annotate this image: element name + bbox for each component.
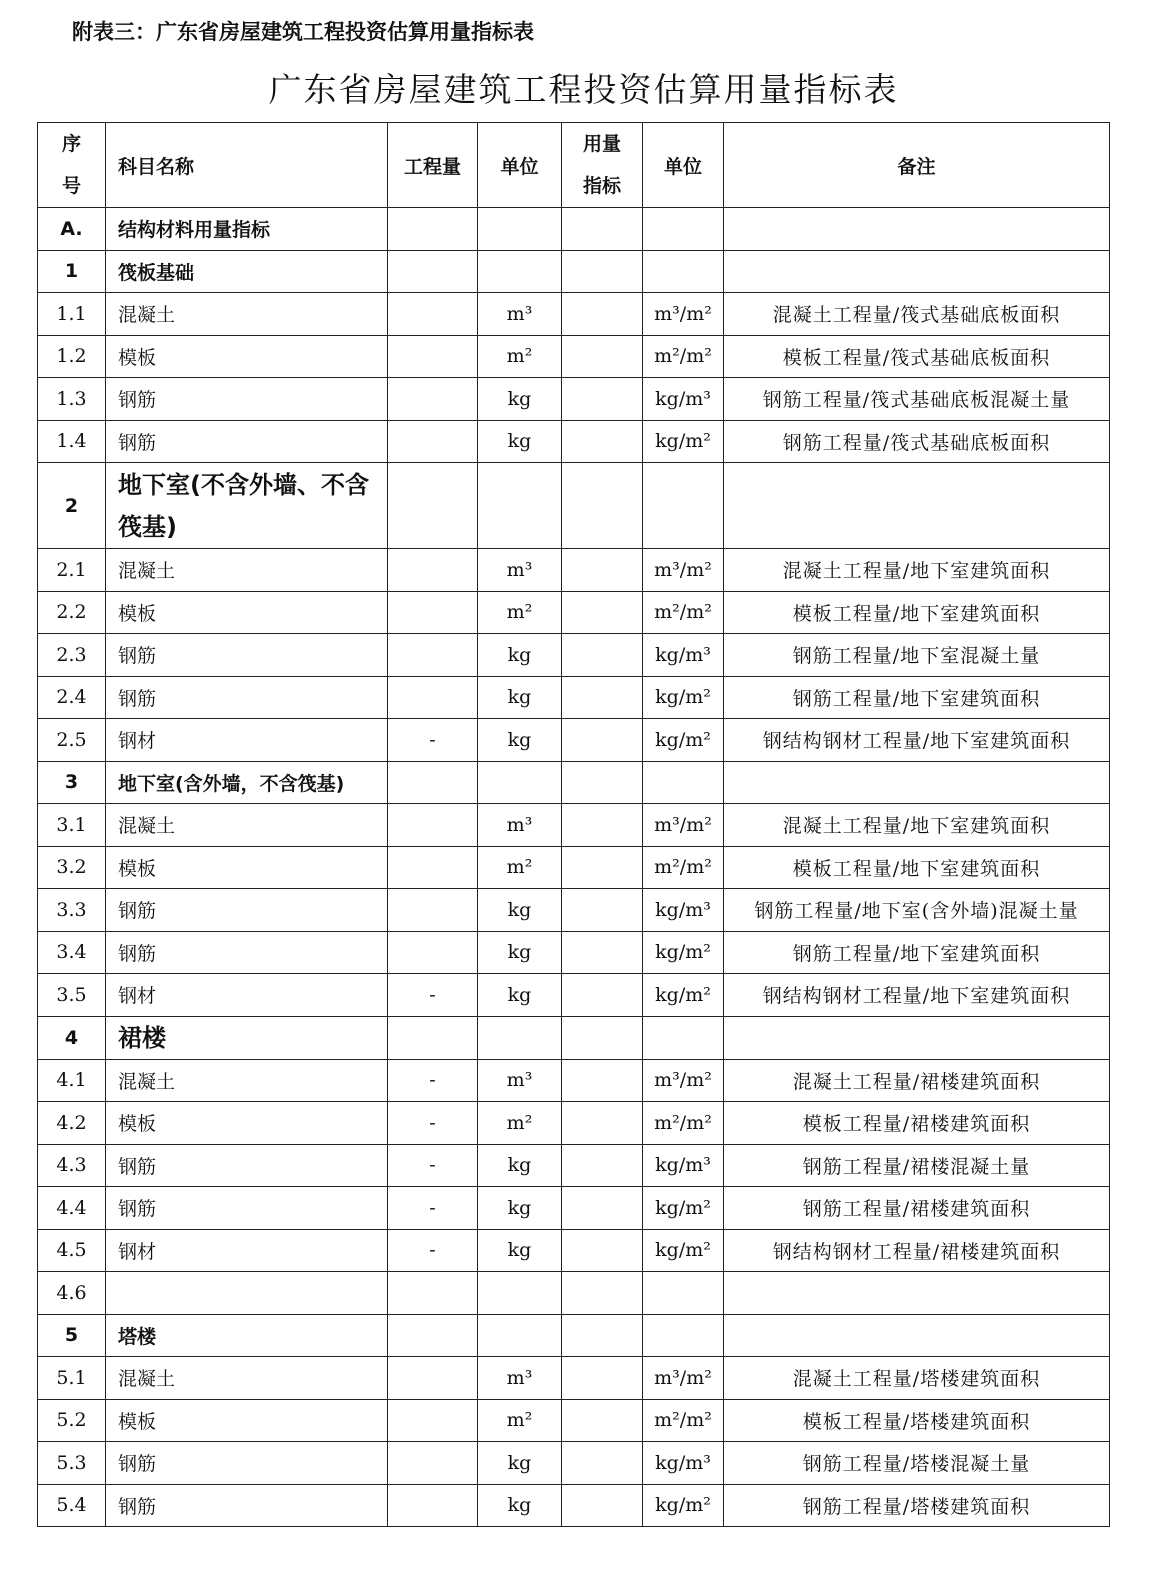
row-index-unit: [643, 208, 724, 251]
row-unit: [478, 1314, 562, 1357]
row-index-unit: kg/m²: [643, 931, 724, 974]
row-index: [562, 1399, 643, 1442]
row-index-unit: [643, 1314, 724, 1357]
row-qty: [388, 335, 478, 378]
table-row: [38, 846, 1110, 889]
row-note: 钢筋工程量/裙楼混凝土量: [724, 1144, 1110, 1187]
row-qty: [388, 804, 478, 847]
row-index-unit: m³/m²: [643, 804, 724, 847]
row-qty: [388, 1357, 478, 1400]
row-name: 筏板基础: [106, 250, 388, 293]
row-no: 1.1: [38, 293, 106, 336]
row-note: [724, 208, 1110, 251]
row-no: 3.3: [38, 889, 106, 932]
row-name: 结构材料用量指标: [106, 208, 388, 251]
table-row: [38, 931, 1110, 974]
table-row: [38, 1187, 1110, 1230]
table-row: [38, 761, 1110, 804]
row-name: 钢筋: [106, 676, 388, 719]
row-note: [724, 250, 1110, 293]
table-row: [38, 1102, 1110, 1145]
row-unit: m³: [478, 549, 562, 592]
row-no: 5.4: [38, 1484, 106, 1527]
row-note: 模板工程量/地下室建筑面积: [724, 591, 1110, 634]
row-name: 模板: [106, 1399, 388, 1442]
row-qty: -: [388, 1229, 478, 1272]
table-row: [38, 974, 1110, 1017]
row-index-unit: kg/m²: [643, 676, 724, 719]
row-qty: -: [388, 1187, 478, 1230]
table-row: [38, 1399, 1110, 1442]
row-index: [562, 378, 643, 421]
row-name: 钢筋: [106, 378, 388, 421]
row-name: [106, 1272, 388, 1315]
row-note: 钢结构钢材工程量/地下室建筑面积: [724, 974, 1110, 1017]
row-index: [562, 804, 643, 847]
row-unit: m³: [478, 1059, 562, 1102]
row-index-unit: kg/m³: [643, 889, 724, 932]
table-row: [38, 1442, 1110, 1485]
row-index-unit: kg/m²: [643, 974, 724, 1017]
row-note: [724, 1272, 1110, 1315]
row-index: [562, 1272, 643, 1315]
table-row: [38, 1144, 1110, 1187]
row-index: [562, 208, 643, 251]
row-no: 1: [38, 250, 106, 293]
row-name: 裙楼: [106, 1016, 388, 1059]
table-row: [38, 804, 1110, 847]
row-unit: [478, 1272, 562, 1315]
row-index-unit: kg/m³: [643, 634, 724, 677]
row-unit: m²: [478, 1399, 562, 1442]
row-name: 混凝土: [106, 1357, 388, 1400]
row-qty: [388, 208, 478, 251]
row-index: [562, 1016, 643, 1059]
row-no: 2.3: [38, 634, 106, 677]
row-index: [562, 974, 643, 1017]
header-note: 备注: [724, 123, 1110, 208]
row-index-unit: [643, 463, 724, 549]
row-name: 模板: [106, 1102, 388, 1145]
row-unit: [478, 208, 562, 251]
row-name: 钢筋: [106, 1144, 388, 1187]
header-index: 用量指标: [562, 123, 643, 208]
row-unit: m²: [478, 846, 562, 889]
row-index-unit: m²/m²: [643, 1399, 724, 1442]
row-unit: [478, 1016, 562, 1059]
row-unit: [478, 761, 562, 804]
row-qty: [388, 931, 478, 974]
row-index: [562, 293, 643, 336]
row-note: 钢筋工程量/地下室混凝土量: [724, 634, 1110, 677]
row-qty: -: [388, 1144, 478, 1187]
row-index: [562, 549, 643, 592]
table-row: [38, 250, 1110, 293]
row-qty: -: [388, 1102, 478, 1145]
row-name: 混凝土: [106, 804, 388, 847]
table-row: [38, 1272, 1110, 1315]
row-no: 1.3: [38, 378, 106, 421]
table-row: [38, 591, 1110, 634]
row-no: 3.1: [38, 804, 106, 847]
row-no: 5: [38, 1314, 106, 1357]
row-index-unit: [643, 761, 724, 804]
table-row: [38, 463, 1110, 549]
row-name: 塔楼: [106, 1314, 388, 1357]
row-name: 地下室(含外墙，不含筏基): [106, 761, 388, 804]
table-row: [38, 549, 1110, 592]
row-index-unit: m³/m²: [643, 549, 724, 592]
row-no: 4.6: [38, 1272, 106, 1315]
row-index: [562, 889, 643, 932]
row-index: [562, 463, 643, 549]
row-note: 钢筋工程量/塔楼混凝土量: [724, 1442, 1110, 1485]
table-row: [38, 719, 1110, 762]
row-qty: [388, 846, 478, 889]
row-note: 混凝土工程量/裙楼建筑面积: [724, 1059, 1110, 1102]
row-index: [562, 1229, 643, 1272]
table-row: [38, 1016, 1110, 1059]
row-index: [562, 1484, 643, 1527]
row-unit: kg: [478, 889, 562, 932]
row-unit: m³: [478, 1357, 562, 1400]
page-title: 广东省房屋建筑工程投资估算用量指标表: [268, 70, 899, 109]
table-row: [38, 420, 1110, 463]
row-note: 钢筋工程量/筏式基础底板面积: [724, 420, 1110, 463]
row-qty: [388, 591, 478, 634]
row-index: [562, 250, 643, 293]
table-row: [38, 1484, 1110, 1527]
row-index-unit: m³/m²: [643, 1357, 724, 1400]
row-no: 3.5: [38, 974, 106, 1017]
row-qty: [388, 761, 478, 804]
row-unit: kg: [478, 1144, 562, 1187]
row-no: 4.1: [38, 1059, 106, 1102]
row-qty: [388, 463, 478, 549]
header-qty: 工程量: [388, 123, 478, 208]
row-note: 混凝土工程量/地下室建筑面积: [724, 549, 1110, 592]
row-index-unit: m³/m²: [643, 1059, 724, 1102]
row-note: 钢筋工程量/塔楼建筑面积: [724, 1484, 1110, 1527]
row-qty: [388, 1399, 478, 1442]
row-note: 混凝土工程量/塔楼建筑面积: [724, 1357, 1110, 1400]
row-index: [562, 1102, 643, 1145]
row-index-unit: kg/m²: [643, 420, 724, 463]
table-row: [38, 335, 1110, 378]
row-unit: kg: [478, 1187, 562, 1230]
row-unit: kg: [478, 931, 562, 974]
row-note: 钢结构钢材工程量/地下室建筑面积: [724, 719, 1110, 762]
row-index-unit: kg/m²: [643, 1229, 724, 1272]
table-row: [38, 293, 1110, 336]
row-index-unit: kg/m³: [643, 1442, 724, 1485]
row-note: [724, 761, 1110, 804]
row-index-unit: m²/m²: [643, 591, 724, 634]
table-row: [38, 634, 1110, 677]
table-row: [38, 1059, 1110, 1102]
row-index-unit: m²/m²: [643, 335, 724, 378]
row-no: 2.4: [38, 676, 106, 719]
row-no: 1.4: [38, 420, 106, 463]
row-index-unit: [643, 1016, 724, 1059]
row-unit: kg: [478, 1229, 562, 1272]
row-note: [724, 463, 1110, 549]
header-no: 序号: [38, 123, 106, 208]
row-qty: [388, 420, 478, 463]
quantity-index-table: [37, 122, 1110, 1527]
row-unit: m²: [478, 335, 562, 378]
row-qty: [388, 1442, 478, 1485]
row-no: 2: [38, 463, 106, 549]
row-name: 模板: [106, 591, 388, 634]
row-no: 5.3: [38, 1442, 106, 1485]
row-index: [562, 719, 643, 762]
row-name: 钢筋: [106, 420, 388, 463]
row-note: 模板工程量/塔楼建筑面积: [724, 1399, 1110, 1442]
row-note: 模板工程量/地下室建筑面积: [724, 846, 1110, 889]
table-row: [38, 1357, 1110, 1400]
row-qty: [388, 1484, 478, 1527]
row-index: [562, 591, 643, 634]
row-note: 模板工程量/筏式基础底板面积: [724, 335, 1110, 378]
row-index-unit: kg/m²: [643, 1484, 724, 1527]
row-name: 地下室(不含外墙、不含筏基): [106, 463, 388, 549]
row-no: 5.1: [38, 1357, 106, 1400]
row-index-unit: m³/m²: [643, 293, 724, 336]
row-index: [562, 1144, 643, 1187]
row-unit: kg: [478, 719, 562, 762]
row-name: 混凝土: [106, 1059, 388, 1102]
row-index-unit: kg/m²: [643, 1187, 724, 1230]
appendix-label: 附表三：广东省房屋建筑工程投资估算用量指标表: [72, 20, 534, 44]
row-index: [562, 335, 643, 378]
row-unit: kg: [478, 974, 562, 1017]
row-note: 钢筋工程量/地下室(含外墙)混凝土量: [724, 889, 1110, 932]
row-no: 4.3: [38, 1144, 106, 1187]
row-no: 5.2: [38, 1399, 106, 1442]
row-note: 钢筋工程量/筏式基础底板混凝土量: [724, 378, 1110, 421]
header-unit: 单位: [478, 123, 562, 208]
row-name: 混凝土: [106, 293, 388, 336]
row-index: [562, 676, 643, 719]
row-unit: kg: [478, 676, 562, 719]
row-no: 2.1: [38, 549, 106, 592]
row-name: 模板: [106, 335, 388, 378]
table-row: [38, 676, 1110, 719]
header-name: 科目名称: [106, 123, 388, 208]
row-unit: m³: [478, 804, 562, 847]
row-index: [562, 1357, 643, 1400]
row-index: [562, 1442, 643, 1485]
row-qty: [388, 549, 478, 592]
row-qty: [388, 378, 478, 421]
row-index: [562, 1187, 643, 1230]
table-row: [38, 1229, 1110, 1272]
row-name: 钢筋: [106, 889, 388, 932]
row-name: 钢筋: [106, 931, 388, 974]
row-index: [562, 1314, 643, 1357]
row-no: 2.2: [38, 591, 106, 634]
row-name: 钢筋: [106, 1187, 388, 1230]
row-unit: m²: [478, 591, 562, 634]
table-row: [38, 1314, 1110, 1357]
row-note: 钢筋工程量/地下室建筑面积: [724, 676, 1110, 719]
row-index-unit: [643, 1272, 724, 1315]
row-index: [562, 931, 643, 974]
row-index-unit: [643, 250, 724, 293]
row-no: 4.4: [38, 1187, 106, 1230]
table-row: [38, 208, 1110, 251]
row-note: 模板工程量/裙楼建筑面积: [724, 1102, 1110, 1145]
row-unit: [478, 463, 562, 549]
row-qty: -: [388, 719, 478, 762]
row-unit: kg: [478, 634, 562, 677]
row-unit: kg: [478, 378, 562, 421]
row-no: 3.4: [38, 931, 106, 974]
row-name: 钢筋: [106, 1484, 388, 1527]
row-no: A.: [38, 208, 106, 251]
row-no: 3: [38, 761, 106, 804]
row-qty: [388, 889, 478, 932]
row-qty: -: [388, 974, 478, 1017]
row-index: [562, 846, 643, 889]
row-qty: [388, 293, 478, 336]
row-no: 3.2: [38, 846, 106, 889]
row-qty: [388, 1314, 478, 1357]
row-name: 钢筋: [106, 634, 388, 677]
row-index: [562, 634, 643, 677]
row-no: 2.5: [38, 719, 106, 762]
row-unit: kg: [478, 1442, 562, 1485]
row-qty: [388, 634, 478, 677]
row-no: 4.5: [38, 1229, 106, 1272]
row-no: 4.2: [38, 1102, 106, 1145]
row-unit: m²: [478, 1102, 562, 1145]
row-index: [562, 420, 643, 463]
row-name: 钢材: [106, 1229, 388, 1272]
row-note: [724, 1016, 1110, 1059]
row-index-unit: m²/m²: [643, 1102, 724, 1145]
row-unit: [478, 250, 562, 293]
row-index-unit: kg/m³: [643, 378, 724, 421]
table-header-row: [38, 123, 1110, 208]
row-name: 钢材: [106, 974, 388, 1017]
row-index-unit: kg/m²: [643, 719, 724, 762]
row-unit: kg: [478, 420, 562, 463]
row-index-unit: m²/m²: [643, 846, 724, 889]
row-qty: [388, 250, 478, 293]
header-index-unit: 单位: [643, 123, 724, 208]
row-no: 1.2: [38, 335, 106, 378]
row-index-unit: kg/m³: [643, 1144, 724, 1187]
row-index: [562, 761, 643, 804]
row-name: 混凝土: [106, 549, 388, 592]
table-row: [38, 889, 1110, 932]
row-index: [562, 1059, 643, 1102]
row-qty: [388, 676, 478, 719]
row-note: 钢结构钢材工程量/裙楼建筑面积: [724, 1229, 1110, 1272]
row-name: 钢材: [106, 719, 388, 762]
row-note: 混凝土工程量/地下室建筑面积: [724, 804, 1110, 847]
table-row: [38, 378, 1110, 421]
row-qty: [388, 1272, 478, 1315]
row-unit: kg: [478, 1484, 562, 1527]
row-name: 钢筋: [106, 1442, 388, 1485]
row-note: [724, 1314, 1110, 1357]
row-unit: m³: [478, 293, 562, 336]
row-note: 混凝土工程量/筏式基础底板面积: [724, 293, 1110, 336]
row-qty: -: [388, 1059, 478, 1102]
row-qty: [388, 1016, 478, 1059]
row-note: 钢筋工程量/裙楼建筑面积: [724, 1187, 1110, 1230]
row-name: 模板: [106, 846, 388, 889]
row-no: 4: [38, 1016, 106, 1059]
row-note: 钢筋工程量/地下室建筑面积: [724, 931, 1110, 974]
